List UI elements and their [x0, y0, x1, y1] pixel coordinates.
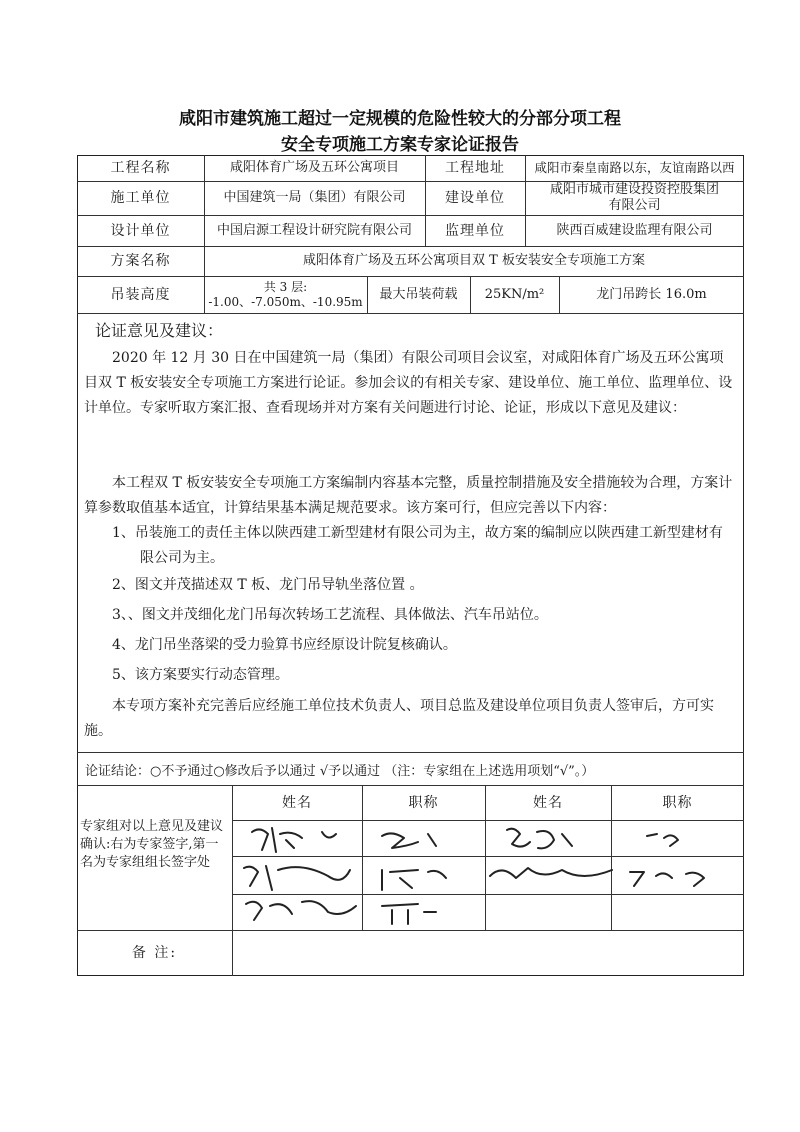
max-load-value: 25KN/m² [484, 286, 545, 302]
signature-7 [490, 868, 612, 878]
signature-3 [507, 829, 572, 849]
signature-6 [382, 870, 446, 890]
construction-unit-value: 中国建筑一局（集团）有限公司 [223, 190, 406, 205]
table-rule [77, 752, 744, 753]
opinion-item-5: 5、该方案要实行动态管理。 [112, 667, 289, 683]
remarks-label: 备 注: [131, 945, 178, 961]
col-title-header: 职称 [408, 794, 439, 811]
lift-height-label: 吊装高度 [110, 286, 171, 303]
lift-height-line2: -1.00、-7.050m、-10.95m [208, 294, 363, 309]
opinion-item-1: 1、吊装施工的责任主体以陕西建工新型建材有限公司为主，故方案的编制应以陕西建工新型建材有限公司为主。 [112, 525, 723, 566]
build-unit-line2: 有限公司 [608, 198, 661, 213]
project-address-label: 工程地址 [445, 160, 505, 176]
table-rule [77, 313, 744, 314]
max-load-label: 最大吊装荷载 [379, 286, 458, 302]
signature-4 [647, 834, 678, 846]
expert-description: 专家组对以上意见及建议确认:右为专家签字,第一名为专家组组长签字处 [80, 819, 224, 870]
document-title-line1: 咸阳市建筑施工超过一定规模的危险性较大的分部分项工程 [179, 109, 621, 129]
supervision-unit-label: 监理单位 [445, 222, 505, 239]
opinion-paragraph-2: 本工程双 T 板安装安全专项施工方案编制内容基本完整，质量控制措施及安全措施较为合理，方案计算参数取值基本适宜，计算结果基本满足规范要求。该方案可行，但应完善以下内容： [84, 475, 733, 516]
lift-height-line1: 共 3 层: [263, 279, 308, 294]
col-name2-header: 姓名 [533, 794, 563, 811]
handwritten-signatures [232, 820, 744, 930]
build-unit-label: 建设单位 [445, 190, 505, 206]
signature-9 [246, 901, 356, 920]
opinion-item-4: 4、龙门吊坐落梁的受力验算书应经原设计院复核确认。 [112, 637, 457, 653]
document-title-line2: 安全专项施工方案专家论证报告 [281, 135, 519, 155]
build-unit-value [525, 181, 744, 215]
signature-2 [382, 833, 436, 848]
signature-5 [244, 866, 350, 890]
gantry-span-value: 龙门吊跨长 16.0m [596, 286, 707, 302]
opinion-item-2: 2、图文并茂描述双 T 板、龙门吊导轨坐落位置 。 [112, 577, 424, 593]
opinion-paragraph-3: 本专项方案补充完善后应经施工单位技术负责人、项目总监及建设单位项目负责人签审后，方可实施。 [84, 698, 714, 739]
build-unit-line1: 咸阳市城市建设投资控股集团 [549, 182, 719, 197]
plan-name-value: 咸阳体育广场及五环公寓项目双 T 板安装安全专项施工方案 [303, 253, 645, 268]
signature-10 [382, 904, 436, 924]
signature-8 [630, 872, 704, 886]
construction-unit-label: 施工单位 [110, 190, 171, 206]
opinion-heading: 论证意见及建议： [95, 321, 224, 340]
lift-height-value [204, 276, 367, 313]
supervision-unit-value: 陕西百威建设监理有限公司 [556, 222, 713, 238]
project-address-value: 咸阳市秦皇南路以东，友谊南路以西 [534, 160, 735, 175]
project-name-label: 工程名称 [110, 160, 171, 176]
design-unit-value: 中国启源工程设计研究院有限公司 [216, 222, 412, 238]
design-unit-label: 设计单位 [110, 222, 171, 239]
opinion-paragraph-1: 2020 年 12 月 30 日在中国建筑一局（集团）有限公司项目会议室，对咸阳体育广场及五环公寓项目双 T 板安装安全专项施工方案进行论证。参加会议的有相关专家、建设单位、施工单位、监理单位、设计单位。专家听取方案汇报、查看现场并对方案有关问题进行讨论、论证，形成以下意见及建议： [84, 350, 733, 416]
conclusion: 论证结论：○不予通过○修改后予以通过 √予以通过 （注：专家组在上述选用项划“√”。） [85, 764, 595, 779]
opinion-item-3: 3、、图文并茂细化龙门吊每次转场工艺流程、具体做法、汽车吊站位。 [112, 607, 548, 623]
col-name-header: 姓名 [282, 794, 312, 811]
plan-name-label: 方案名称 [110, 253, 171, 269]
project-name-value: 咸阳体育广场及五环公寓项目 [229, 160, 399, 175]
signature-1 [252, 828, 336, 852]
col-title2-header: 职称 [662, 794, 693, 811]
